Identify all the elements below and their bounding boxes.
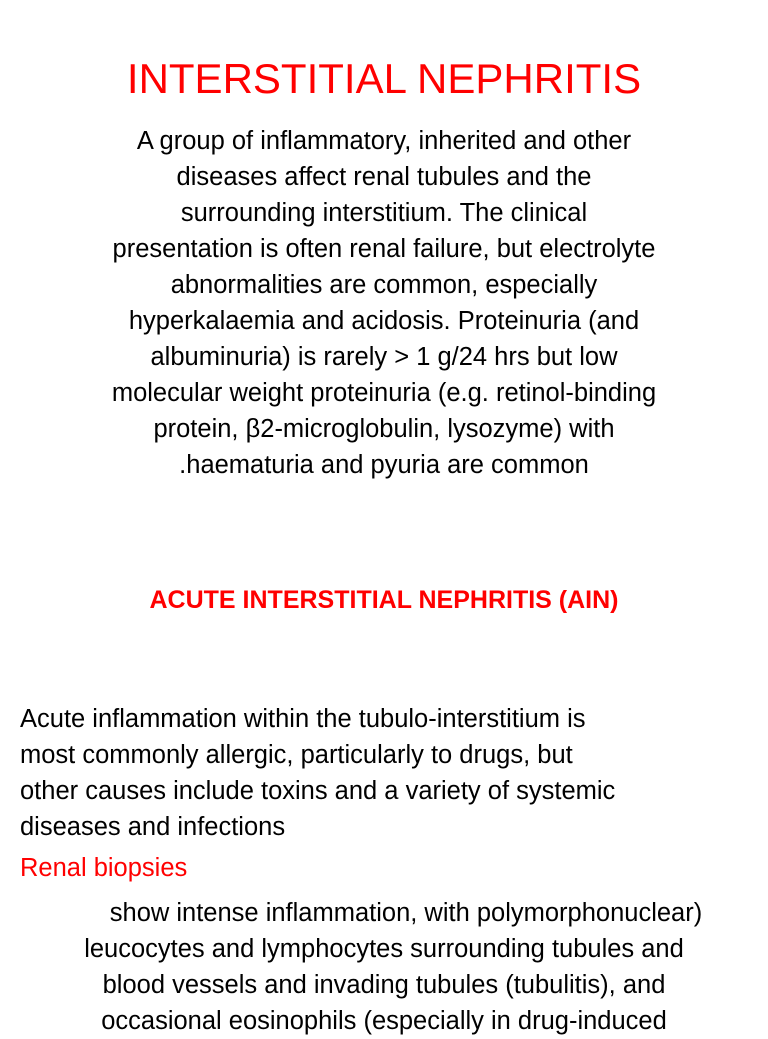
biopsy-paragraph [0,895,768,1039]
biopsy-line: blood vessels and invading tubules (tubulitis), and [102,971,666,999]
ain-line: other causes include toxins and a variety of systemic [20,777,616,805]
intro-line: albuminuria) is rarely > 1 g/24 hrs but low [150,343,618,371]
ain-paragraph [20,701,760,845]
intro-paragraph [0,123,768,483]
ain-line: most commonly allergic, particularly to drugs, but [20,741,573,769]
ain-line: diseases and infections [20,813,286,841]
biopsy-line: show intense inflammation, with polymorphonuclear) [109,899,703,927]
ain-line: Acute inflammation within the tubulo-interstitium is [20,705,586,733]
intro-line: diseases affect renal tubules and the [176,163,592,191]
biopsy-line: occasional eosinophils (especially in drug-induced [101,1007,667,1035]
intro-line: .haematuria and pyuria are common [179,451,589,479]
intro-line: A group of inflammatory, inherited and other [136,127,632,155]
intro-line: protein, β2-microglobulin, lysozyme) with [153,415,615,443]
intro-line: abnormalities are common, especially [170,271,598,299]
biopsy-line: leucocytes and lymphocytes surrounding tubules and [84,935,684,963]
intro-line: hyperkalaemia and acidosis. Proteinuria (and [128,307,640,335]
intro-line: surrounding interstitium. The clinical [180,199,588,227]
section-heading-ain: ACUTE INTERSTITIAL NEPHRITIS (AIN) [149,586,619,614]
page-title: INTERSTITIAL NEPHRITIS [126,55,642,102]
intro-line: presentation is often renal failure, but electrolyte [112,235,656,263]
intro-line: molecular weight proteinuria (e.g. retinol-binding [111,379,657,407]
subheading-renal-biopsies: Renal biopsies [20,854,188,882]
